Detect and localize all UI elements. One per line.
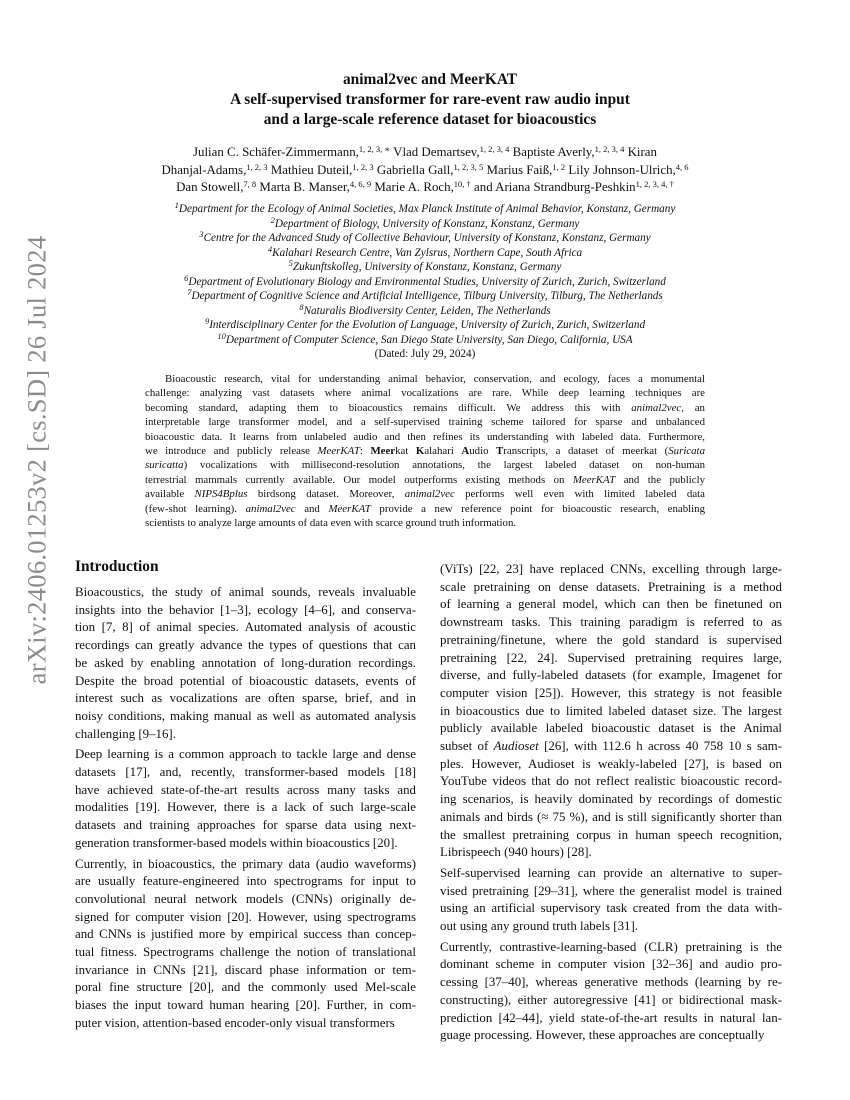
- author-affiliation-marks: 4, 6: [675, 161, 689, 172]
- text-line: Librispeech (940 hours) [28].: [440, 845, 592, 860]
- text-line: in bioacoustics due to limited labeled dataset size. The largest: [440, 703, 782, 718]
- author-affiliation-marks: 1, 2, 3: [246, 161, 268, 172]
- abstract-line: Bioacoustic research, vital for understanding animal behavior, conservation, and ecology, faces a monumental: [165, 373, 705, 385]
- text-line: have achieved state-of-the-art results across many tasks and: [75, 782, 416, 797]
- text-line: insights into the behavior [1–3], ecology [4–6], and conserva-: [75, 602, 416, 617]
- affiliation-number: 8: [299, 301, 304, 312]
- date-line: (Dated: July 29, 2024): [374, 348, 476, 360]
- affiliation-item: [95, 301, 755, 319]
- author-affiliation-marks: 7, 8: [243, 179, 257, 190]
- text-line: scale pretraining on dense datasets. Pretraining is a method: [440, 579, 782, 594]
- affiliation-number: 7: [187, 287, 192, 297]
- abstract-line: suricatta) vocalizations with millisecond-resolution annotations, the largest labeled dataset on non-human: [145, 459, 705, 472]
- text-line: of learning a general model, which can then be finetuned on: [440, 597, 782, 612]
- abstract-line: we introduce and publicly release MeerKAT: Meerkat Kalahari Audio Transcripts, a dataset of meerkat (Suricata: [145, 445, 705, 458]
- affiliation-number: 6: [184, 272, 189, 283]
- text-line: YouTube videos that do not reflect realistic bioacoustic record-: [440, 774, 782, 789]
- text-line: using an artificial supervisory task created from the data with-: [440, 901, 782, 916]
- paragraph: [75, 584, 416, 743]
- author-name: Gabriella Gall,: [376, 162, 454, 177]
- text-line: publicly available labeled bioacoustic dataset is the Animal: [440, 721, 782, 736]
- text-line: modalities [19]. However, there is a lack of such large-scale: [75, 800, 416, 815]
- text-line: computer vision [25]). However, this strategy is not feasible: [440, 685, 782, 700]
- paragraph: [440, 561, 782, 862]
- author-name: Marie A. Roch,: [374, 180, 454, 195]
- affiliation-text: Centre for the Advanced Study of Collective Behaviour, University of Konstanz, Konstanz, Germany: [203, 232, 651, 244]
- affiliation-text: Department of Biology, University of Konstanz, Konstanz, Germany: [274, 217, 580, 230]
- text-line: biases the input toward human hearing [20]. Further, in com-: [75, 998, 416, 1013]
- abstract-line: (few-shot learning). animal2vec and MeerKAT provide a new reference point for bioacoustic research, enabling: [145, 502, 705, 515]
- text-line: guage processing. However, these approaches are conceptually: [440, 1028, 765, 1043]
- text-line: datasets [17], and, recently, transformer-based models [18]: [75, 765, 416, 780]
- affiliation-item: [95, 318, 755, 333]
- paragraph: [440, 939, 782, 1045]
- abstract: [145, 372, 705, 530]
- text-line: prediction [42–44], yield state-of-the-art results in natural lan-: [440, 1010, 782, 1025]
- paragraph: [75, 856, 416, 1033]
- text-line: out using any ground truth labels [31].: [440, 919, 638, 934]
- author-name: Lily Johnson-Ulrich,: [568, 162, 676, 177]
- affiliation-text: Department of Evolutionary Biology and Environmental Studies, University of Zurich, Zurich, Switzerland: [188, 275, 666, 288]
- affiliation-text: Department of Cognitive Science and Artificial Intelligence, Tilburg University, Tilburg, The Netherlands: [191, 290, 663, 302]
- text-line: pretraining [22, 24]. Supervised pretraining requires large,: [440, 650, 782, 665]
- text-line: Bioacoustics, the study of animal sounds, reveals invaluable: [75, 585, 416, 599]
- affiliation-item: [95, 231, 755, 246]
- affiliation-text: Interdisciplinary Center for the Evolution of Language, University of Zurich, Zurich, Switzerland: [209, 319, 646, 331]
- affiliation-number: 4: [267, 243, 273, 254]
- left-column: [75, 556, 416, 1036]
- abstract-line: terrestrial mammals currently available. Our model outperforms existing methods on MeerKAT and the publicly: [145, 473, 705, 486]
- affiliation-item: [95, 289, 755, 304]
- text-line: Self-supervised learning can provide an alternative to super-: [440, 865, 782, 880]
- abstract-line: challenge: analyzing vast datasets where animal vocalizations are rare. While deep learning techniques are: [145, 387, 705, 400]
- author-name: Dan Stowell,: [176, 180, 244, 195]
- abstract-line: available NIPS4Bplus birdsong dataset. Moreover, animal2vec performs well even with limited labeled data: [145, 488, 705, 501]
- text-line: ples. However, Audioset is weakly-labeled [27], is based on: [440, 756, 782, 771]
- text-line: challenging [9–16].: [75, 726, 176, 741]
- text-line: generation transformer-based models within bioacoustics [20].: [75, 835, 398, 850]
- text-line: be asked by enabling annotation of long-duration recordings.: [75, 655, 416, 670]
- text-line: downstream tasks. This training paradigm is referred to as: [440, 615, 782, 630]
- affiliation-number: 3: [199, 229, 204, 239]
- text-line: noisy conditions, making manual as well as automated analysis: [75, 708, 416, 723]
- author-name: and Ariana Strandburg-Peshkin: [474, 180, 636, 195]
- title-line-1: animal2vec and MeerKAT: [342, 71, 518, 88]
- affiliation-number: 10: [217, 330, 226, 341]
- text-line: convolutional neural network models (CNNs) originally de-: [75, 891, 416, 906]
- text-line: constructing), either autoregressive [41] or bidirectional mask-: [440, 992, 782, 1007]
- affiliations: [95, 202, 755, 362]
- text-line: invariance in CNNs [21], discard phase information or tem-: [75, 962, 416, 977]
- paper-title: [120, 70, 740, 130]
- author-name: Kiran: [627, 145, 657, 159]
- author-name: Julian C. Schäfer-Zimmermann,: [193, 145, 359, 159]
- right-column: [440, 561, 782, 1048]
- text-line: are usually feature-engineered into spectrograms for input to: [75, 874, 416, 889]
- author-list: [95, 144, 755, 197]
- title-line-2: A self-supervised transformer for rare-event raw audio input: [230, 91, 630, 108]
- text-line: interest such as vocalizations are often sparse, brief, and in: [75, 691, 416, 706]
- affiliation-number: 1: [174, 200, 179, 210]
- text-line: diverse, and fully-labeled datasets (for example, Imagenet for: [440, 668, 782, 683]
- affiliation-text: Kalahari Research Centre, Van Zylsrus, Northern Cape, South Africa: [272, 246, 583, 259]
- affiliation-text: Naturalis Biodiversity Center, Leiden, The Netherlands: [303, 304, 551, 317]
- text-line: ing scenarios, is heavily dominated by recordings of domestic: [440, 792, 782, 807]
- abstract-line: interpretable large transformer model, and a self-supervised training scheme tailored for sparse and unbalanced: [145, 416, 705, 429]
- text-line: datasets and training approaches for sparse data using next-: [75, 818, 416, 833]
- text-line: Despite the broad potential of bioacoustic datasets, events of: [75, 673, 416, 688]
- text-line: Deep learning is a common approach to tackle large and dense: [75, 747, 416, 762]
- section-heading-introduction: Introduction: [75, 558, 159, 575]
- affiliation-item: [95, 272, 755, 290]
- text-line: vised pretraining [29–31], where the generalist model is trained: [440, 883, 782, 898]
- author-affiliation-marks: 1, 2, 3, 4, †: [635, 179, 674, 190]
- affiliation-list: [95, 202, 755, 347]
- author-affiliation-marks: 1, 2, 3, 4: [479, 144, 510, 154]
- author-affiliation-marks: 10, †: [453, 179, 471, 190]
- author-affiliation-marks: 4, 6, 9: [349, 179, 372, 190]
- affiliation-number: 9: [204, 316, 210, 326]
- text-line: pretraining/finetune, where the gold standard is supervised: [440, 632, 782, 647]
- abstract-line: becoming standard, adapting them to bioacoustics remains difficult. We address this with animal2vec, an: [145, 401, 705, 414]
- author-name: Marius Faiß,: [486, 162, 553, 177]
- text-line: puter vision, attention-based encoder-only visual transformers: [75, 1015, 395, 1030]
- author-affiliation-marks: 1, 2, 3: [352, 161, 374, 172]
- text-line: Currently, contrastive-learning-based (CLR) pretraining is the: [440, 939, 782, 954]
- author-line-2: [95, 162, 755, 180]
- author-name: Baptiste Averly,: [512, 145, 595, 159]
- author-name: Vlad Demartsev,: [393, 145, 480, 159]
- author-affiliation-marks: 1, 2: [552, 161, 566, 172]
- text-line: signed for computer vision [20]. However, using spectrograms: [75, 909, 416, 924]
- affiliation-text: Department for the Ecology of Animal Societies, Max Planck Institute of Animal Behavior, Konstanz, Germany: [178, 203, 676, 215]
- affiliation-text: Zukunftskolleg, University of Konstanz, Konstanz, Germany: [292, 261, 562, 273]
- paragraph: [440, 865, 782, 936]
- author-affiliation-marks: 1, 2, 3, 4: [594, 144, 625, 154]
- author-name: Mathieu Duteil,: [270, 162, 353, 177]
- author-line-3: [95, 179, 755, 197]
- text-line: dominant scheme in computer vision [32–36] and audio pro-: [440, 957, 782, 972]
- abstract-line: bioacoustic data. It learns from unlabeled audio and then refines its understanding with labeled data. Furthermore,: [145, 430, 705, 443]
- text-line: Currently, in bioacoustics, the primary data (audio waveforms): [75, 856, 416, 871]
- text-line: cessing [37–40], whereas generative methods (learning by re-: [440, 975, 782, 990]
- author-name: Marta B. Manser,: [259, 180, 350, 195]
- author-affiliation-marks: 1, 2, 3, 5: [453, 161, 484, 172]
- paragraph: [75, 746, 416, 852]
- text-line: recordings can greatly advance the types of questions that can: [75, 638, 416, 653]
- author-name: Dhanjal-Adams,: [161, 162, 247, 177]
- text-line: animals and birds (≈ 75 %), and is still significantly shorter than: [440, 809, 782, 824]
- affiliation-item: [95, 330, 755, 348]
- affiliation-item: [95, 202, 755, 217]
- affiliation-item: [95, 243, 755, 261]
- arxiv-identifier: arXiv:2406.01253v2 [cs.SD] 26 Jul 2024: [21, 235, 52, 685]
- text-line: tual fitness. Spectrograms challenge the notion of translational: [75, 945, 416, 960]
- affiliation-item: [95, 260, 755, 275]
- affiliation-text: Department of Computer Science, San Diego State University, San Diego, California, USA: [225, 333, 633, 346]
- author-affiliation-marks: 1, 2, 3, ∗: [358, 144, 391, 154]
- abstract-line: scientists to analyze large amounts of data even with scarce ground truth information.: [145, 517, 517, 530]
- text-line: (ViTs) [22, 23] have replaced CNNs, excelling through large-: [440, 562, 782, 576]
- text-line: and CNNs is justified more by empirical success than concep-: [75, 927, 416, 942]
- title-line-3: and a large-scale reference dataset for bioacoustics: [263, 111, 597, 128]
- arxiv-sidebar: [22, 190, 52, 730]
- text-line: tion [7, 8] of animal species. Automated analysis of acoustic: [75, 620, 416, 635]
- affiliation-item: [95, 214, 755, 232]
- text-line: subset of Audioset [26], with 112.6 h across 40 758 10 s sam-: [440, 739, 782, 754]
- affiliation-number: 2: [270, 214, 275, 225]
- text-line: the smallest pretraining corpus in human speech recognition,: [440, 827, 782, 842]
- author-line-1: [95, 144, 755, 162]
- left-column-text: [75, 584, 416, 1033]
- text-line: poral fine structure [20], and the commonly used Mel-scale: [75, 980, 416, 995]
- affiliation-number: 5: [288, 258, 293, 268]
- right-column-text: [440, 561, 782, 1045]
